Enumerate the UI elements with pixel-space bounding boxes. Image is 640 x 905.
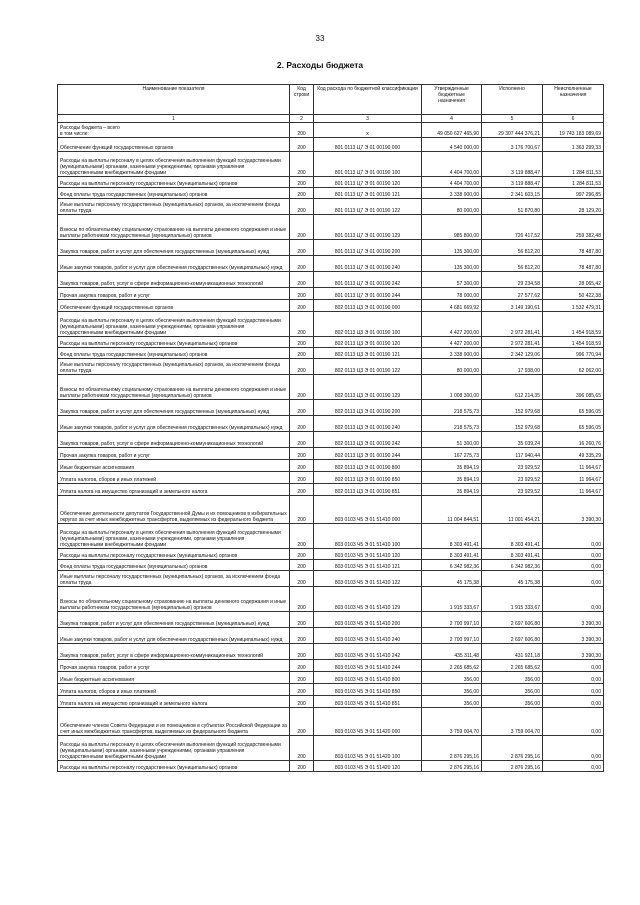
table-row <box>58 448 604 460</box>
row-remaining: 1 284 811,53 <box>543 177 604 188</box>
row-remaining: 1 454 918,59 <box>543 337 604 348</box>
table-row <box>58 152 604 177</box>
row-budget-code: 803 0103 Ч5 Э 01 51410 240 <box>314 628 422 644</box>
row-budget-code: 801 0113 Ц7 Э 01 00190 242 <box>314 272 422 288</box>
row-budget-code: 803 0103 Ч5 Э 01 51420 100 <box>314 736 422 761</box>
row-approved: 45 175,38 <box>422 571 482 587</box>
row-approved: 2 700 997,10 <box>422 612 482 628</box>
column-number: 2 <box>290 115 314 123</box>
row-approved: 356,00 <box>422 672 482 684</box>
row-executed: 2 876 295,16 <box>482 761 543 772</box>
row-line-code: 200 <box>290 256 314 272</box>
row-name: Закупка товаров, работ, услуг в сфере информационно-коммуникационных технологий <box>58 272 290 288</box>
row-executed: 3 149 190,61 <box>482 300 543 312</box>
row-line-code: 200 <box>290 549 314 560</box>
row-budget-code: 803 0103 Ч5 Э 01 51410 000 <box>314 496 422 524</box>
row-executed: 17 938,00 <box>482 359 543 375</box>
row-name: Иные бюджетные ассигнования <box>58 460 290 472</box>
row-budget-code: 802 0113 Ц3 Э 01 00190 240 <box>314 416 422 432</box>
row-remaining: 11 964,67 <box>543 472 604 484</box>
row-budget-code: 801 0113 Ц7 Э 01 00190 100 <box>314 152 422 177</box>
table-row <box>58 628 604 644</box>
row-name: Уплата налога на имущество организаций и земельного налога <box>58 696 290 708</box>
row-name: Прочая закупка товаров, работ и услуг <box>58 288 290 300</box>
row-budget-code: 801 0113 Ц7 Э 01 00190 200 <box>314 240 422 256</box>
row-line-code: 200 <box>290 337 314 348</box>
row-name: Расходы на выплаты персоналу государственных (муниципальных) органов <box>58 761 290 772</box>
table-row <box>58 549 604 560</box>
row-remaining: 11 964,67 <box>543 484 604 496</box>
row-line-code: 200 <box>290 400 314 416</box>
row-approved: 3 338 900,00 <box>422 188 482 199</box>
row-remaining: 1 284 811,53 <box>543 152 604 177</box>
row-remaining: 1 532 479,31 <box>543 300 604 312</box>
row-executed: 29 234,58 <box>482 272 543 288</box>
row-approved: 2 876 295,16 <box>422 736 482 761</box>
row-line-code: 200 <box>290 448 314 460</box>
row-executed: 356,00 <box>482 696 543 708</box>
row-name: Закупка товаров, работ, услуг в сфере информационно-коммуникационных технологий <box>58 644 290 660</box>
row-line-code: 200 <box>290 460 314 472</box>
row-budget-code: x <box>314 123 422 138</box>
row-name: Иные бюджетные ассигнования <box>58 672 290 684</box>
row-executed: 8 303 491,41 <box>482 549 543 560</box>
row-approved: 356,00 <box>422 684 482 696</box>
row-remaining: 3 390,30 <box>543 628 604 644</box>
row-budget-code: 803 0103 Ч5 Э 01 51410 120 <box>314 549 422 560</box>
row-budget-code: 801 0113 Ц7 Э 01 00190 244 <box>314 288 422 300</box>
table-row <box>58 696 604 708</box>
row-line-code: 200 <box>290 123 314 138</box>
row-executed: 612 214,35 <box>482 375 543 400</box>
row-approved: 3 759 004,70 <box>422 708 482 736</box>
row-name: Закупка товаров, работ и услуг для обеспечения государственных (муниципальных) нужд <box>58 400 290 416</box>
row-remaining: 0,00 <box>543 587 604 612</box>
row-budget-code: 802 0113 Ц3 Э 01 00190 122 <box>314 359 422 375</box>
row-executed: 56 812,20 <box>482 240 543 256</box>
row-remaining: 0,00 <box>543 660 604 672</box>
row-remaining: 28 065,42 <box>543 272 604 288</box>
row-budget-code: 803 0103 Ч5 Э 01 51420 000 <box>314 708 422 736</box>
row-executed: 431 921,18 <box>482 644 543 660</box>
row-name: Расходы на выплаты персоналу в целях обеспечения выполнения функций государственными (муниципальными) органами, казенными учреждениями, органами управления государственными внебюджетными фондами <box>58 312 290 337</box>
row-executed: 2 265 685,62 <box>482 660 543 672</box>
row-line-code: 200 <box>290 288 314 300</box>
row-budget-code: 802 0113 Ц3 Э 01 00190 800 <box>314 460 422 472</box>
row-approved: 8 303 491,41 <box>422 524 482 549</box>
row-approved: 4 427 200,00 <box>422 312 482 337</box>
table-row <box>58 312 604 337</box>
row-name: Фонд оплаты труда государственных (муниципальных) органов <box>58 348 290 359</box>
row-remaining: 65 596,05 <box>543 400 604 416</box>
row-budget-code: 803 0103 Ч5 Э 01 51410 129 <box>314 587 422 612</box>
row-name: Закупка товаров, работ, услуг в сфере информационно-коммуникационных технологий <box>58 432 290 448</box>
row-name: Уплата налогов, сборов и иных платежей <box>58 684 290 696</box>
table-row <box>58 761 604 772</box>
row-budget-code: 801 0113 Ц7 Э 01 00190 121 <box>314 188 422 199</box>
table-row <box>58 432 604 448</box>
row-executed: 45 175,38 <box>482 571 543 587</box>
row-remaining: 259 382,48 <box>543 215 604 240</box>
row-remaining: 996 770,94 <box>543 348 604 359</box>
row-executed: 56 812,20 <box>482 256 543 272</box>
row-budget-code: 801 0113 Ц7 Э 01 00190 000 <box>314 138 422 152</box>
row-budget-code: 803 0103 Ч5 Э 01 51410 800 <box>314 672 422 684</box>
row-budget-code: 802 0113 Ц3 Э 01 00190 120 <box>314 337 422 348</box>
row-line-code: 200 <box>290 644 314 660</box>
row-line-code: 200 <box>290 484 314 496</box>
row-approved: 4 540 000,00 <box>422 138 482 152</box>
row-name: Прочая закупка товаров, работ и услуг <box>58 660 290 672</box>
row-executed: 23 929,52 <box>482 484 543 496</box>
row-budget-code: 802 0113 Ц3 Э 01 00190 000 <box>314 300 422 312</box>
row-approved: 78 000,00 <box>422 288 482 300</box>
row-executed: 117 940,44 <box>482 448 543 460</box>
table-row <box>58 736 604 761</box>
row-line-code: 200 <box>290 177 314 188</box>
row-approved: 1 008 300,00 <box>422 375 482 400</box>
table-row <box>58 472 604 484</box>
table-row <box>58 215 604 240</box>
row-remaining: 997 296,85 <box>543 188 604 199</box>
table-row <box>58 587 604 612</box>
row-line-code: 200 <box>290 524 314 549</box>
row-name: Уплата налогов, сборов и иных платежей <box>58 472 290 484</box>
row-approved: 57 300,00 <box>422 272 482 288</box>
row-remaining: 0,00 <box>543 761 604 772</box>
row-executed: 356,00 <box>482 672 543 684</box>
row-line-code: 200 <box>290 571 314 587</box>
row-executed: 2 876 295,16 <box>482 736 543 761</box>
row-budget-code: 803 0103 Ч5 Э 01 51410 244 <box>314 660 422 672</box>
row-name: Расходы на выплаты персоналу государственных (муниципальных) органов <box>58 549 290 560</box>
table-row <box>58 177 604 188</box>
row-line-code: 200 <box>290 152 314 177</box>
table-row <box>58 188 604 199</box>
row-name: Обеспечение функций государственных органов <box>58 300 290 312</box>
table-row <box>58 684 604 696</box>
row-remaining: 0,00 <box>543 560 604 571</box>
row-approved: 2 265 685,62 <box>422 660 482 672</box>
row-line-code: 200 <box>290 684 314 696</box>
row-name: Взносы по обязательному социальному страхованию на выплаты денежного содержания и иные выплаты работникам государственных (муниципальных) органов <box>58 375 290 400</box>
table-row <box>58 138 604 152</box>
page-number: 33 <box>315 34 325 43</box>
row-remaining: 0,00 <box>543 549 604 560</box>
row-name: Расходы бюджета – всего в том числе: <box>58 123 290 138</box>
row-executed: 35 039,24 <box>482 432 543 448</box>
row-approved: 218 575,73 <box>422 400 482 416</box>
row-remaining: 0,00 <box>543 524 604 549</box>
row-budget-code: 803 0103 Ч5 Э 01 51410 100 <box>314 524 422 549</box>
row-remaining: 3 390,30 <box>543 644 604 660</box>
row-line-code: 200 <box>290 199 314 215</box>
table-row <box>58 460 604 472</box>
row-name: Уплата налога на имущество организаций и земельного налога <box>58 484 290 496</box>
row-name: Взносы по обязательному социальному страхованию на выплаты денежного содержания и иные выплаты работникам государственных (муниципальных) органов <box>58 587 290 612</box>
budget-expenses-table <box>57 84 604 772</box>
row-remaining: 62 062,00 <box>543 359 604 375</box>
row-budget-code: 802 0113 Ц3 Э 01 00190 242 <box>314 432 422 448</box>
row-executed: 2 972 281,41 <box>482 312 543 337</box>
row-remaining: 49 335,29 <box>543 448 604 460</box>
row-executed: 3 176 700,67 <box>482 138 543 152</box>
row-approved: 356,00 <box>422 696 482 708</box>
row-remaining: 28 129,20 <box>543 199 604 215</box>
row-approved: 1 915 333,67 <box>422 587 482 612</box>
row-approved: 4 681 669,92 <box>422 300 482 312</box>
row-name: Закупка товаров, работ и услуг для обеспечения государственных (муниципальных) нужд <box>58 612 290 628</box>
table-row <box>58 644 604 660</box>
table-row <box>58 288 604 300</box>
table-row <box>58 708 604 736</box>
row-approved: 3 338 900,00 <box>422 348 482 359</box>
row-name: Иные выплаты персоналу государственных (муниципальных) органов, за исключением фонда оплаты труда <box>58 359 290 375</box>
table-row <box>58 416 604 432</box>
row-approved: 11 004 844,51 <box>422 496 482 524</box>
table-row <box>58 612 604 628</box>
row-name: Иные выплаты персоналу государственных (муниципальных) органов, за исключением фонда оплаты труда <box>58 571 290 587</box>
row-executed: 29 307 444 376,21 <box>482 123 543 138</box>
row-remaining: 78 487,80 <box>543 240 604 256</box>
row-name: Иные выплаты персоналу государственных (муниципальных) органов, за исключением фонда оплаты труда <box>58 199 290 215</box>
row-name: Взносы по обязательному социальному страхованию на выплаты денежного содержания и иные выплаты работникам государственных (муниципальных) органов <box>58 215 290 240</box>
row-approved: 35 894,19 <box>422 460 482 472</box>
row-budget-code: 802 0113 Ц3 Э 01 00190 850 <box>314 472 422 484</box>
table-row <box>58 199 604 215</box>
table-row <box>58 240 604 256</box>
row-executed: 2 697 606,80 <box>482 628 543 644</box>
row-approved: 51 300,00 <box>422 432 482 448</box>
row-executed: 3 119 888,47 <box>482 177 543 188</box>
row-budget-code: 803 0103 Ч5 Э 01 51410 242 <box>314 644 422 660</box>
row-remaining: 3 390,30 <box>543 496 604 524</box>
row-line-code: 200 <box>290 696 314 708</box>
row-budget-code: 801 0113 Ц7 Э 01 00190 122 <box>314 199 422 215</box>
row-approved: 135 300,00 <box>422 240 482 256</box>
row-budget-code: 801 0113 Ц7 Э 01 00190 240 <box>314 256 422 272</box>
table-header-row <box>58 85 604 115</box>
row-line-code: 200 <box>290 761 314 772</box>
row-approved: 49 050 627 465,90 <box>422 123 482 138</box>
row-name: Фонд оплаты труда государственных (муниципальных) органов <box>58 560 290 571</box>
row-budget-code: 803 0103 Ч5 Э 01 51420 120 <box>314 761 422 772</box>
row-executed: 726 417,52 <box>482 215 543 240</box>
row-line-code: 200 <box>290 736 314 761</box>
row-remaining: 0,00 <box>543 696 604 708</box>
row-line-code: 200 <box>290 375 314 400</box>
row-approved: 4 404 700,00 <box>422 177 482 188</box>
row-remaining: 1 454 918,59 <box>543 312 604 337</box>
table-row <box>58 348 604 359</box>
row-remaining: 0,00 <box>543 708 604 736</box>
header-indicator-name: Наименование показателя <box>58 85 290 115</box>
row-name: Расходы на выплаты персоналу в целях обеспечения выполнения функций государственными (муниципальными) органами, казенными учреждениями, органами управления государственными внебюджетными фондами <box>58 736 290 761</box>
table-row <box>58 375 604 400</box>
row-name: Прочая закупка товаров, работ и услуг <box>58 448 290 460</box>
row-approved: 6 342 982,36 <box>422 560 482 571</box>
row-remaining: 19 743 183 089,69 <box>543 123 604 138</box>
row-budget-code: 803 0103 Ч5 Э 01 51410 851 <box>314 696 422 708</box>
column-number: 5 <box>482 115 543 123</box>
row-executed: 2 342 129,06 <box>482 348 543 359</box>
row-executed: 2 341 603,15 <box>482 188 543 199</box>
row-budget-code: 802 0113 Ц3 Э 01 00190 200 <box>314 400 422 416</box>
row-approved: 2 876 295,16 <box>422 761 482 772</box>
row-line-code: 200 <box>290 300 314 312</box>
table-row <box>58 272 604 288</box>
row-executed: 1 915 333,67 <box>482 587 543 612</box>
row-approved: 80 000,00 <box>422 359 482 375</box>
table-row <box>58 660 604 672</box>
row-line-code: 200 <box>290 708 314 736</box>
table-body <box>58 123 604 772</box>
row-remaining: 78 487,80 <box>543 256 604 272</box>
row-approved: 218 575,73 <box>422 416 482 432</box>
row-name: Расходы на выплаты персоналу в целях обеспечения выполнения функций государственными (муниципальными) органами, казенными учреждениями, органами управления государственными внебюджетными фондами <box>58 152 290 177</box>
row-executed: 3 119 888,47 <box>482 152 543 177</box>
row-name: Фонд оплаты труда государственных (муниципальных) органов <box>58 188 290 199</box>
row-approved: 35 894,19 <box>422 472 482 484</box>
table-row <box>58 571 604 587</box>
row-line-code: 200 <box>290 240 314 256</box>
row-line-code: 200 <box>290 348 314 359</box>
row-name: Иные закупки товаров, работ и услуг для обеспечения государственных (муниципальных) нужд <box>58 628 290 644</box>
table-row <box>58 484 604 496</box>
row-budget-code: 802 0113 Ц3 Э 01 00190 129 <box>314 375 422 400</box>
row-executed: 6 342 982,36 <box>482 560 543 571</box>
row-approved: 4 404 700,00 <box>422 152 482 177</box>
row-approved: 985 800,00 <box>422 215 482 240</box>
row-remaining: 0,00 <box>543 571 604 587</box>
row-name: Обеспечение членов Совета Федерации и их помощников в субъектах Российской Федерации за счет иных межбюджетных трансфертов, выделяемых из федерального бюджета <box>58 708 290 736</box>
table-row <box>58 337 604 348</box>
row-line-code: 200 <box>290 272 314 288</box>
row-budget-code: 803 0103 Ч5 Э 01 51410 850 <box>314 684 422 696</box>
row-line-code: 200 <box>290 660 314 672</box>
row-executed: 27 577,62 <box>482 288 543 300</box>
row-executed: 2 697 606,80 <box>482 612 543 628</box>
row-name: Иные закупки товаров, работ и услуг для обеспечения государственных (муниципальных) нужд <box>58 256 290 272</box>
column-number: 6 <box>543 115 604 123</box>
row-line-code: 200 <box>290 560 314 571</box>
row-approved: 435 311,48 <box>422 644 482 660</box>
row-line-code: 200 <box>290 587 314 612</box>
row-executed: 152 979,68 <box>482 400 543 416</box>
row-line-code: 200 <box>290 472 314 484</box>
table-row <box>58 359 604 375</box>
row-name: Расходы на выплаты персоналу государственных (муниципальных) органов <box>58 177 290 188</box>
row-line-code: 200 <box>290 215 314 240</box>
row-remaining: 0,00 <box>543 672 604 684</box>
row-remaining: 396 085,65 <box>543 375 604 400</box>
table-row <box>58 400 604 416</box>
row-remaining: 50 422,38 <box>543 288 604 300</box>
row-line-code: 200 <box>290 416 314 432</box>
row-executed: 51 870,80 <box>482 199 543 215</box>
row-name: Обеспечение деятельности депутатов Государственной Думы и их помощников в избирательных округах за счет иных межбюджетных трансфертов, выделяемых из федерального бюджета <box>58 496 290 524</box>
row-remaining: 11 964,67 <box>543 460 604 472</box>
row-executed: 11 001 454,21 <box>482 496 543 524</box>
row-executed: 2 972 281,41 <box>482 337 543 348</box>
row-approved: 2 700 997,10 <box>422 628 482 644</box>
row-approved: 167 275,73 <box>422 448 482 460</box>
row-name: Закупка товаров, работ и услуг для обеспечения государственных (муниципальных) нужд <box>58 240 290 256</box>
row-remaining: 0,00 <box>543 736 604 761</box>
row-remaining: 16 260,76 <box>543 432 604 448</box>
row-approved: 35 894,19 <box>422 484 482 496</box>
column-number: 1 <box>58 115 290 123</box>
table-row <box>58 496 604 524</box>
row-budget-code: 803 0103 Ч5 Э 01 51410 200 <box>314 612 422 628</box>
row-remaining: 0,00 <box>543 684 604 696</box>
row-budget-code: 801 0113 Ц7 Э 01 00190 120 <box>314 177 422 188</box>
header-budget-classification-code: Код расхода по бюджетной классификации <box>314 85 422 115</box>
table-row <box>58 300 604 312</box>
row-remaining: 3 390,30 <box>543 612 604 628</box>
column-number: 4 <box>422 115 482 123</box>
table-row <box>58 560 604 571</box>
table-row <box>58 524 604 549</box>
table-row <box>58 123 604 138</box>
row-remaining: 1 363 299,33 <box>543 138 604 152</box>
row-executed: 23 929,52 <box>482 472 543 484</box>
row-budget-code: 802 0113 Ц3 Э 01 00190 121 <box>314 348 422 359</box>
column-number-row <box>58 115 604 123</box>
column-number: 3 <box>314 115 422 123</box>
row-budget-code: 802 0113 Ц3 Э 01 00190 851 <box>314 484 422 496</box>
section-title: 2. Расходы бюджета <box>276 60 364 70</box>
table-row <box>58 256 604 272</box>
row-executed: 3 759 004,70 <box>482 708 543 736</box>
row-budget-code: 803 0103 Ч5 Э 01 51410 122 <box>314 571 422 587</box>
row-line-code: 200 <box>290 188 314 199</box>
header-remaining: Неисполненные назначения <box>543 85 604 115</box>
table-row <box>58 672 604 684</box>
row-line-code: 200 <box>290 496 314 524</box>
row-line-code: 200 <box>290 612 314 628</box>
header-approved: Утвержденные бюджетные назначения <box>422 85 482 115</box>
header-executed: Исполнено <box>482 85 543 115</box>
row-line-code: 200 <box>290 432 314 448</box>
row-approved: 80 000,00 <box>422 199 482 215</box>
row-line-code: 200 <box>290 628 314 644</box>
row-remaining: 65 596,05 <box>543 416 604 432</box>
row-budget-code: 802 0113 Ц3 Э 01 00190 244 <box>314 448 422 460</box>
row-line-code: 200 <box>290 359 314 375</box>
row-line-code: 200 <box>290 672 314 684</box>
row-executed: 152 979,68 <box>482 416 543 432</box>
row-line-code: 200 <box>290 312 314 337</box>
row-name: Обеспечение функций государственных органов <box>58 138 290 152</box>
header-line-code: Код строки <box>290 85 314 115</box>
row-budget-code: 801 0113 Ц7 Э 01 00190 129 <box>314 215 422 240</box>
row-budget-code: 802 0113 Ц3 Э 01 00190 100 <box>314 312 422 337</box>
row-approved: 4 427 200,00 <box>422 337 482 348</box>
row-executed: 8 303 491,41 <box>482 524 543 549</box>
row-name: Иные закупки товаров, работ и услуг для обеспечения государственных (муниципальных) нужд <box>58 416 290 432</box>
row-budget-code: 803 0103 Ч5 Э 01 51410 121 <box>314 560 422 571</box>
row-approved: 8 303 491,41 <box>422 549 482 560</box>
row-approved: 135 300,00 <box>422 256 482 272</box>
row-executed: 356,00 <box>482 684 543 696</box>
row-name: Расходы на выплаты персоналу в целях обеспечения выполнения функций государственными (муниципальными) органами, казенными учреждениями, органами управления государственными внебюджетными фондами <box>58 524 290 549</box>
row-line-code: 200 <box>290 138 314 152</box>
row-executed: 23 929,52 <box>482 460 543 472</box>
row-name: Расходы на выплаты персоналу государственных (муниципальных) органов <box>58 337 290 348</box>
